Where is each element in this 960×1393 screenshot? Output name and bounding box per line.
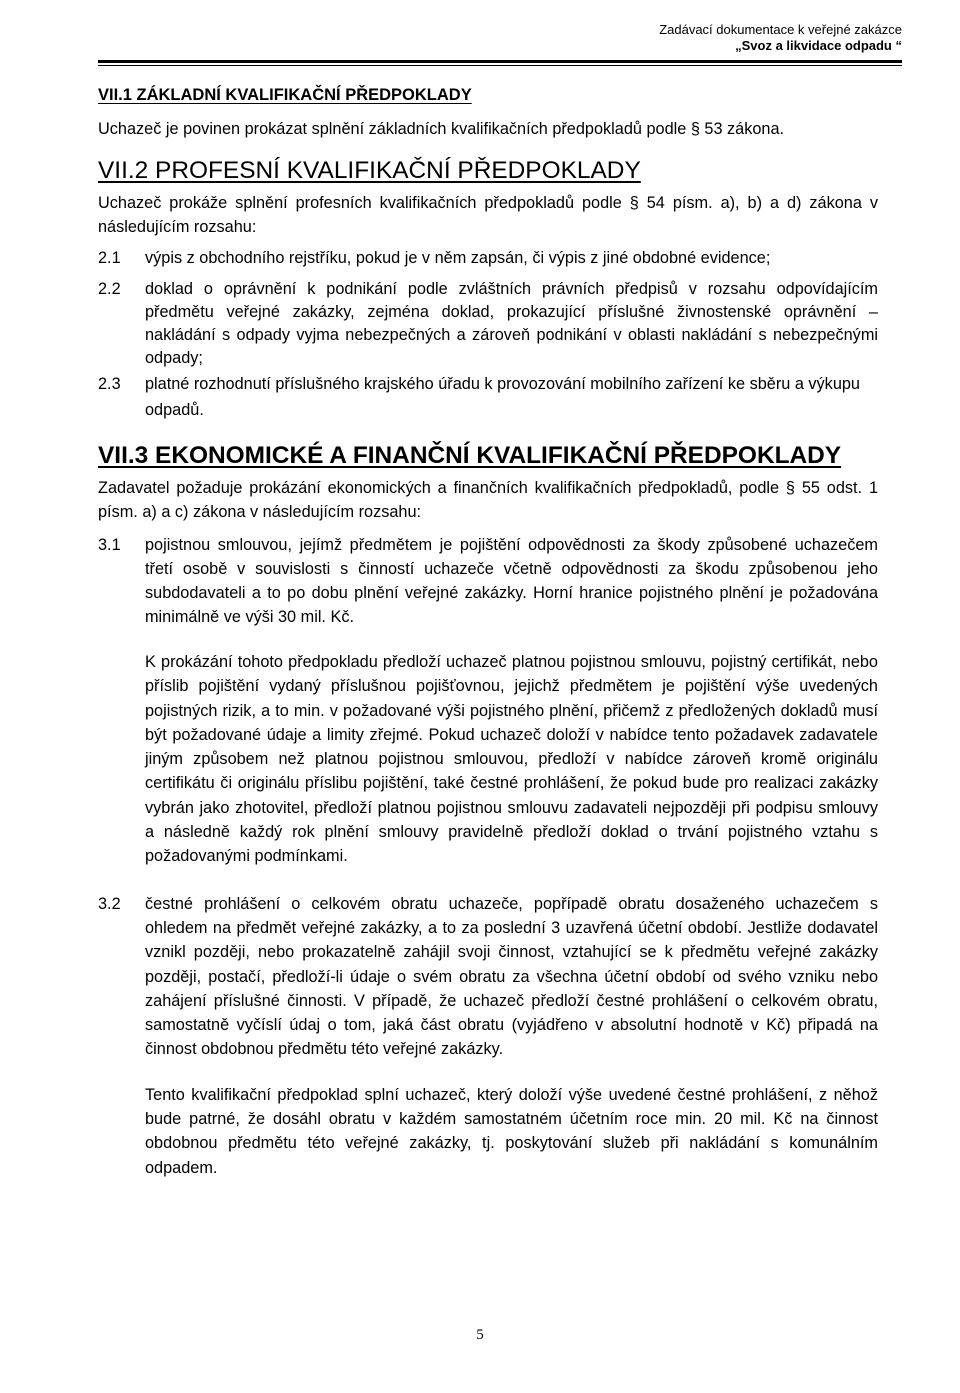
list-item-text: čestné prohlášení o celkovém obratu uchazeče, popřípadě obratu dosaženého uchazečem s ohledem na předmět veřejné zakázky, a to za poslední 3 uzavřená účetní období. Jestliže dodavatel vznikl později, nebo prokazatelně zahájil svoji činnost, vztahující se k předmětu veřejné zakázky později, postačí, předloží-li údaje o svém obratu za všechna účetní období od svého vzniku nebo zahájení příslušné činnosti. V případě, že uchazeč předloží čestné prohlášení o celkovém obratu, samostatně vyčíslí údaj o tom, jaká část obratu (vyjádřeno v absolutní hodnotě v Kč) připadá na činnost obdobnou předmětu této veřejné zakázky. bbox=[145, 894, 878, 1059]
list-item-2-1 bbox=[98, 247, 878, 270]
list-item-number: 3.1 bbox=[98, 536, 121, 554]
section-heading-vii1: VII.1 ZÁKLADNÍ KVALIFIKAČNÍ PŘEDPOKLADY bbox=[98, 86, 472, 104]
section-heading-vii3: VII.3 EKONOMICKÉ A FINANČNÍ KVALIFIKAČNÍ PŘEDPOKLADY bbox=[98, 442, 842, 469]
header-subtitle: „Svoz a likvidace odpadu “ bbox=[735, 38, 902, 53]
section-intro-vii2: Uchazeč prokáže splnění profesních kvalifikačních předpokladů podle § 54 písm. a), b) a d) zákona v následujícím rozsahu: bbox=[98, 194, 878, 236]
list-item-number: 2.3 bbox=[98, 375, 121, 393]
header-divider bbox=[98, 60, 902, 66]
list-item-text: doklad o oprávnění k podnikání podle zvláštních právních předpisů v rozsahu odpovídajícím předmětu veřejné zakázky, zejména doklad, prokazující příslušné živnostenské oprávnění – nakládání s odpady vyjma nebezpečných a zároveň podnikání v oblasti nakládání s nebezpečnými odpady; bbox=[145, 280, 878, 367]
list-item-2-2 bbox=[98, 278, 878, 370]
list-item-text: platné rozhodnutí příslušného krajského úřadu k provozování mobilního zařízení ke sběru a výkupu odpadů. bbox=[145, 375, 860, 419]
header-title: Zadávací dokumentace k veřejné zakázce bbox=[659, 22, 902, 37]
section-text-vii1: Uchazeč je povinen prokázat splnění základních kvalifikačních předpokladů podle § 53 zákona. bbox=[98, 120, 785, 138]
list-item-text: výpis z obchodního rejstříku, pokud je v něm zapsán, či výpis z jiné obdobné evidence; bbox=[145, 249, 771, 267]
list-item-number: 2.1 bbox=[98, 249, 121, 267]
page-header bbox=[482, 22, 902, 56]
section-intro-vii3: Zadavatel požaduje prokázání ekonomických a finančních kvalifikačních předpokladů, podle § 55 odst. 1 písm. a) a c) zákona v následujícím rozsahu: bbox=[98, 479, 878, 521]
list-item-3-2 bbox=[98, 892, 878, 1062]
list-item-3-1 bbox=[98, 533, 878, 629]
paragraph-3-2-detail: Tento kvalifikační předpoklad splní uchazeč, který doloží výše uvedené čestné prohlášení, z něhož bude patrné, že dosáhl obratu v každém samostatném účetním roce min. 20 mil. Kč na činnost obdobnou předmětu této veřejné zakázky, tj. poskytování služeb při nakládání s komunálním odpadem. bbox=[145, 1085, 878, 1177]
page-number: 5 bbox=[476, 1327, 484, 1343]
paragraph-3-1-detail: K prokázání tohoto předpokladu předloží uchazeč platnou pojistnou smlouvu, pojistný certifikát, nebo příslib pojištění vydaný příslušnou pojišťovnou, jejichž předmětem je pojištění výše uvedených pojistných rizik, a to min. v požadované výši pojistného plnění, přičemž z předložených dokladů musí být požadované údaje a limity zřejmé. Pokud uchazeč doloží v nabídce tento požadavek zadavatele jiným způsobem než platnou pojistnou smlouvou, předloží v nabídce zároveň kromě originálu certifikátu či originálu příslibu pojištění, také čestné prohlášení, že pokud bude pro realizaci zakázky vybrán jako zhotovitel, předloží platnou pojistnou smlouvu zadavateli nejpozději při podpisu smlouvy a následně každý rok plnění smlouvy pravidelně předloží doklad o trvání pojistného vztahu s požadovanými podmínkami. bbox=[145, 653, 878, 866]
section-heading-vii2: VII.2 PROFESNÍ KVALIFIKAČNÍ PŘEDPOKLADY bbox=[98, 157, 641, 184]
list-item-text: pojistnou smlouvou, jejímž předmětem je pojištění odpovědnosti za škody způsobené uchazečem třetí osobě v souvislosti s činností uchazeče včetně odpovědnosti za škodu způsobenou jeho subdodavateli a to po dobu plnění veřejné zakázky. Horní hranice pojistného plnění je požadována minimálně ve výši 30 mil. Kč. bbox=[145, 536, 878, 626]
list-item-2-3 bbox=[98, 371, 878, 423]
list-item-number: 2.2 bbox=[98, 280, 121, 298]
list-item-number: 3.2 bbox=[98, 894, 121, 913]
document-body bbox=[98, 84, 878, 1180]
